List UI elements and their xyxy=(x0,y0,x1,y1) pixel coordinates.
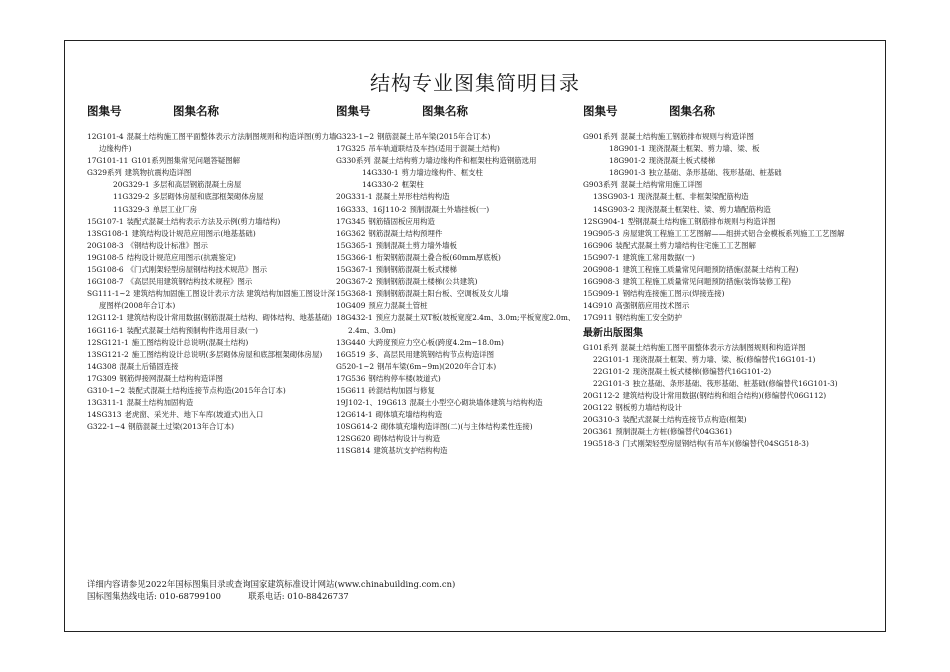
atlas-title: 多、高层民用建筑钢结构节点构造详图 xyxy=(368,349,495,359)
atlas-title: 建筑结构设计常用数据(钢筋混凝土结构、砌体结构、地基基础) xyxy=(126,313,332,323)
atlas-title: 砖混结构加固与修复 xyxy=(368,385,435,395)
catalog-entry xyxy=(87,167,337,179)
atlas-title: 建筑结构设计常用数据(钢结构和组合结构)(修编替代06G112) xyxy=(622,390,827,400)
catalog-frame xyxy=(64,40,886,632)
atlas-title: 钢结构停车楼(坡道式) xyxy=(368,373,441,383)
atlas-number: SG111-1~2 xyxy=(87,289,131,299)
atlas-number: 16G906 xyxy=(583,240,613,250)
catalog-entry xyxy=(87,361,337,373)
atlas-number: 17G101-11 xyxy=(87,156,129,166)
atlas-number: 16G908-3 xyxy=(583,277,620,287)
atlas-title: 现浇混凝土框、非框架梁配筋构造 xyxy=(637,192,749,202)
atlas-number: 20G361 xyxy=(583,427,613,437)
catalog-entry xyxy=(583,366,883,378)
atlas-title: 预应力混凝土双T板(坡板宽度2.4m、3.0m;平板宽度2.0m、2.4m、3.0m) xyxy=(348,313,576,335)
atlas-title: 混凝土后锚固连接 xyxy=(119,361,179,371)
catalog-entry xyxy=(87,240,337,252)
atlas-title: 装配式混凝土结构连接节点构造(框架) xyxy=(622,415,747,425)
atlas-title: 混凝土异形柱结构构造 xyxy=(375,192,450,202)
catalog-entry xyxy=(336,409,582,421)
atlas-number: 14G910 xyxy=(583,301,613,311)
atlas-number: 19G518-3 xyxy=(583,439,620,449)
atlas-title: 现浇混凝土板式楼梯 xyxy=(648,156,716,166)
catalog-entry xyxy=(336,228,582,240)
footer-website-note: 详细内容请参见2022年国标图集目录或查询国家建筑标准设计网站(www.chinabuilding.com.cn) xyxy=(87,579,456,589)
catalog-entry xyxy=(336,204,582,216)
atlas-title: 门式刚架轻型房屋钢结构(有吊车)(修编替代04SG518-3) xyxy=(622,439,809,449)
catalog-entry xyxy=(583,216,883,228)
atlas-number: 16G116-1 xyxy=(87,325,124,335)
atlas-title: 混凝土结构施工图平面整体表示方法制图规则和构造详图 xyxy=(620,342,806,352)
catalog-column-2 xyxy=(336,103,582,458)
atlas-title: 预制钢筋混凝土板式楼梯 xyxy=(375,265,457,275)
catalog-entry xyxy=(583,143,883,155)
entry-list xyxy=(87,131,337,433)
atlas-number: 20G310-3 xyxy=(583,415,620,425)
header-atlas-name: 图集名称 xyxy=(173,104,219,118)
atlas-number: 14G330-1 xyxy=(362,168,399,178)
atlas-title: 装配式混凝土剪力墙结构住宅施工工艺图解 xyxy=(615,240,756,250)
atlas-number: 20G331-1 xyxy=(336,192,373,202)
atlas-title: 多层和高层钢筋混凝土房屋 xyxy=(152,180,242,190)
atlas-number: 13SG121-2 xyxy=(87,349,129,359)
catalog-entry xyxy=(336,421,582,433)
catalog-entry xyxy=(87,325,337,337)
atlas-number: 14SG903-2 xyxy=(593,204,635,214)
atlas-title: 钢结构施工安全防护 xyxy=(615,313,682,323)
footer-info xyxy=(87,578,455,602)
atlas-title: 建筑基坑支护结构构造 xyxy=(373,446,448,456)
atlas-title: 房屋建筑工程施工工艺图解——组拼式铝合金模板系列施工工艺图解 xyxy=(622,228,845,238)
catalog-entry xyxy=(583,204,883,216)
atlas-title: 《钢结构设计标准》图示 xyxy=(126,240,208,250)
entry-list xyxy=(583,131,883,325)
atlas-number: 12SG904-1 xyxy=(583,216,625,226)
atlas-number: 17G911 xyxy=(583,313,613,323)
atlas-number: 15G909-1 xyxy=(583,289,620,299)
page-title: 结构专业图集简明目录 xyxy=(370,71,580,95)
column-header xyxy=(336,103,582,121)
atlas-number: 10G409 xyxy=(336,301,366,311)
atlas-title: 建筑施工常用数据(一) xyxy=(622,252,695,262)
atlas-title: 独立基础、条形基础、筏形基础、桩基础(修编替代16G101-3) xyxy=(632,378,838,388)
atlas-number: 13G440 xyxy=(336,337,366,347)
catalog-entry xyxy=(87,373,337,385)
atlas-number: 20G122 xyxy=(583,402,613,412)
atlas-title: 装配式混凝土结构表示方法及示例(剪力墙结构) xyxy=(126,216,281,226)
catalog-entry xyxy=(336,337,582,349)
atlas-number: 20G908-1 xyxy=(583,265,620,275)
entry-list xyxy=(336,131,582,458)
catalog-entry xyxy=(87,155,337,167)
catalog-entry xyxy=(336,131,582,143)
catalog-entry xyxy=(583,414,883,426)
atlas-number: 11G329-2 xyxy=(113,192,150,202)
atlas-number: 15G367-1 xyxy=(336,265,373,275)
catalog-entry xyxy=(583,276,883,288)
catalog-entry xyxy=(336,216,582,228)
atlas-title: 混凝土结构加固构造 xyxy=(126,398,194,408)
catalog-entry xyxy=(583,390,883,402)
atlas-title: 现浇混凝土板式楼梯(修编替代16G101-2) xyxy=(632,366,772,376)
catalog-entry xyxy=(87,179,337,191)
catalog-entry xyxy=(87,204,337,216)
atlas-title: 施工图结构设计总说明(混凝土结构) xyxy=(131,337,249,347)
catalog-entry xyxy=(583,179,883,191)
catalog-entry xyxy=(87,264,337,276)
catalog-entry xyxy=(583,354,883,366)
catalog-entry xyxy=(583,131,883,143)
atlas-title: 结构设计规范应用图示(抗震鉴定) xyxy=(126,252,236,262)
catalog-entry xyxy=(583,438,883,450)
atlas-title: 《高层民用建筑钢结构技术规程》图示 xyxy=(126,277,253,287)
atlas-number: 13G311-1 xyxy=(87,398,124,408)
atlas-title: 建筑工程施工质量常见问题预防措施(混凝土结构工程) xyxy=(622,265,799,275)
catalog-entry xyxy=(583,288,883,300)
atlas-number: 16G362 xyxy=(336,228,366,238)
atlas-title: 高强钢筋应用技术图示 xyxy=(615,301,690,311)
header-atlas-number: 图集号 xyxy=(336,104,371,118)
catalog-entry xyxy=(336,312,582,336)
atlas-number: 15G107-1 xyxy=(87,216,124,226)
atlas-title: 混凝土小型空心砌块墙体建筑与结构构造 xyxy=(409,398,543,408)
atlas-title: 独立基础、条形基础、筏形基础、桩基础 xyxy=(648,168,782,178)
atlas-title: 大跨度预应力空心板(跨度4.2m~18.0m) xyxy=(368,337,504,347)
atlas-number: 18G901-1 xyxy=(609,144,646,154)
catalog-column-1 xyxy=(87,103,337,433)
catalog-entry xyxy=(336,385,582,397)
catalog-entry xyxy=(336,433,582,445)
atlas-number: 12G112-1 xyxy=(87,313,124,323)
atlas-title: 剪力墙边缘构件、框支柱 xyxy=(401,168,483,178)
atlas-number: 11G329-3 xyxy=(113,204,150,214)
atlas-title: 混凝土结构施工图平面整体表示方法制图规则和构造详图(剪力墙边缘构件) xyxy=(99,132,337,154)
catalog-entry xyxy=(336,240,582,252)
atlas-title: 钢板剪力墙结构设计 xyxy=(615,402,682,412)
atlas-title: 现浇混凝土框架、剪力墙、梁、板 xyxy=(648,144,760,154)
atlas-number: 19G905-3 xyxy=(583,228,620,238)
catalog-entry xyxy=(336,167,582,179)
column-header xyxy=(87,103,337,121)
atlas-number: 12SG620 xyxy=(336,434,371,444)
atlas-title: 现浇混凝土框架柱、梁、剪力墙配筋构造 xyxy=(637,204,771,214)
catalog-entry xyxy=(336,288,582,300)
atlas-title: 装配式混凝土结构预制构件选用目录(一) xyxy=(126,325,259,335)
atlas-title: G101系列图集常见问题答疑图解 xyxy=(131,156,241,166)
catalog-entry xyxy=(583,342,883,354)
atlas-number: 15G365-1 xyxy=(336,240,373,250)
atlas-title: 钢筋混凝土结构预埋件 xyxy=(368,228,443,238)
catalog-entry xyxy=(87,216,337,228)
atlas-number: 20G329-1 xyxy=(113,180,150,190)
catalog-entry xyxy=(583,167,883,179)
atlas-title: 钢筋锚固板应用构造 xyxy=(368,216,435,226)
catalog-entry xyxy=(336,264,582,276)
atlas-title: 现浇混凝土框架、剪力墙、梁、板(修编替代16G101-1) xyxy=(632,354,816,364)
atlas-number: 12SG121-1 xyxy=(87,337,129,347)
atlas-title: 砌体填充墙结构构造 xyxy=(375,410,443,420)
atlas-number: 16G519 xyxy=(336,349,366,359)
atlas-title: 桁架钢筋混凝土叠合板(60mm厚底板) xyxy=(375,252,501,262)
catalog-entry xyxy=(87,312,337,324)
atlas-number: 17G345 xyxy=(336,216,366,226)
atlas-title: 钢结构连接施工图示(焊接连接) xyxy=(622,289,725,299)
atlas-title: 型钢混凝土结构施工钢筋排布规则与构造详图 xyxy=(627,216,776,226)
atlas-number: G101系列 xyxy=(583,342,618,352)
atlas-number: 18G432-1 xyxy=(336,313,373,323)
atlas-number: 11SG814 xyxy=(336,446,371,456)
atlas-number: 22G101-1 xyxy=(593,354,630,364)
atlas-title: 老虎窗、采光井、地下车库(坡道式)出入口 xyxy=(124,410,264,420)
atlas-title: 预制混凝土外墙挂板(一) xyxy=(409,204,490,214)
header-atlas-name: 图集名称 xyxy=(422,104,468,118)
atlas-title: 装配式混凝土结构连接节点构造(2015年合订本) xyxy=(128,385,286,395)
atlas-number: 22G101-2 xyxy=(593,366,630,376)
atlas-number: G329系列 xyxy=(87,168,122,178)
catalog-entry xyxy=(336,155,582,167)
atlas-number: 16G108-7 xyxy=(87,277,124,287)
catalog-entry xyxy=(583,264,883,276)
atlas-number: 10SG614-2 xyxy=(336,422,378,432)
catalog-entry xyxy=(336,300,582,312)
atlas-number: G322-1~4 xyxy=(87,422,126,432)
latest-entry-list xyxy=(583,342,883,451)
atlas-number: 20G367-2 xyxy=(336,277,373,287)
catalog-entry xyxy=(583,155,883,167)
atlas-title: 建筑工程施工质量常见问题预防措施(装饰装修工程) xyxy=(622,277,791,287)
catalog-entry xyxy=(87,288,337,312)
atlas-number: 19J102-1、19G613 xyxy=(336,398,407,408)
catalog-entry xyxy=(336,445,582,457)
atlas-title: 《门式刚架轻型房屋钢结构技术规范》图示 xyxy=(126,265,268,275)
atlas-title: 建筑物抗震构造详图 xyxy=(124,168,192,178)
atlas-number: 15G907-1 xyxy=(583,252,620,262)
catalog-entry xyxy=(87,276,337,288)
atlas-number: 20G108-3 xyxy=(87,240,124,250)
latest-publications-heading: 最新出版图集 xyxy=(583,327,643,339)
catalog-entry xyxy=(583,240,883,252)
atlas-title: 钢筋混凝土过梁(2013年合订本) xyxy=(128,422,234,432)
atlas-number: 14G330-2 xyxy=(362,180,399,190)
atlas-number: 17G325 xyxy=(336,144,366,154)
catalog-entry xyxy=(583,312,883,324)
contact-number: 010-88426737 xyxy=(287,591,349,601)
catalog-entry xyxy=(336,349,582,361)
catalog-entry xyxy=(87,349,337,361)
catalog-entry xyxy=(87,131,337,155)
atlas-number: G310-1~2 xyxy=(87,385,126,395)
atlas-title: 混凝土结构常用施工详图 xyxy=(620,180,703,190)
atlas-number: G323-1~2 xyxy=(336,132,375,141)
atlas-number: 15G108-6 xyxy=(87,265,124,275)
catalog-entry xyxy=(336,373,582,385)
atlas-title: 预制钢筋混凝土楼梯(公共建筑) xyxy=(375,277,478,287)
catalog-entry xyxy=(87,421,337,433)
catalog-entry xyxy=(583,300,883,312)
catalog-entry xyxy=(87,409,337,421)
atlas-number: G901系列 xyxy=(583,132,618,141)
atlas-title: 砌体结构设计与构造 xyxy=(373,434,441,444)
catalog-entry xyxy=(87,252,337,264)
atlas-title: 钢筋混凝土吊车梁(2015年合订本) xyxy=(377,132,491,141)
atlas-number: 12G101-4 xyxy=(87,132,124,141)
atlas-number: 18G901-2 xyxy=(609,156,646,166)
atlas-number: 22G101-3 xyxy=(593,378,630,388)
footer-phones xyxy=(87,590,455,602)
atlas-number: 13SG903-1 xyxy=(593,192,635,202)
atlas-number: 20G112-2 xyxy=(583,390,620,400)
atlas-title: 框架柱 xyxy=(401,180,424,190)
atlas-number: 15G611 xyxy=(336,385,366,395)
atlas-number: 14G308 xyxy=(87,361,117,371)
atlas-title: 建筑结构加固施工图设计表示方法 建筑结构加固施工图设计深度图样(2008年合订本) xyxy=(99,289,336,311)
catalog-entry xyxy=(583,426,883,438)
atlas-number: 12G614-1 xyxy=(336,410,373,420)
catalog-entry xyxy=(336,361,582,373)
atlas-title: 钢筋焊接网混凝土结构构造详图 xyxy=(119,373,223,383)
atlas-title: 预制混凝土剪力墙外墙板 xyxy=(375,240,457,250)
atlas-number: G520-1~2 xyxy=(336,361,375,371)
catalog-entry xyxy=(583,191,883,203)
catalog-entry xyxy=(583,378,883,390)
atlas-title: 混凝土结构剪力墙边缘构件和框架柱构造钢筋选用 xyxy=(373,156,537,166)
contact-label: 联系电话: xyxy=(248,591,285,601)
hotline-label: 国标图集热线电话: xyxy=(87,591,157,601)
catalog-entry xyxy=(336,252,582,264)
atlas-title: 单层工业厂房 xyxy=(152,204,197,214)
atlas-title: 钢吊车梁(6m~9m)(2020年合订本) xyxy=(377,361,497,371)
atlas-number: 17G536 xyxy=(336,373,366,383)
atlas-title: 预应力混凝土管桩 xyxy=(368,301,428,311)
catalog-entry xyxy=(87,191,337,203)
catalog-entry xyxy=(583,402,883,414)
catalog-entry xyxy=(87,228,337,240)
catalog-entry xyxy=(336,397,582,409)
catalog-entry xyxy=(336,179,582,191)
atlas-title: 预制混凝土方桩(修编替代04G361) xyxy=(615,427,732,437)
catalog-entry xyxy=(336,143,582,155)
header-atlas-name: 图集名称 xyxy=(669,104,715,118)
catalog-entry xyxy=(583,228,883,240)
header-atlas-number: 图集号 xyxy=(87,104,122,118)
catalog-column-3 xyxy=(583,103,883,450)
atlas-number: G903系列 xyxy=(583,180,618,190)
atlas-title: 多层砌体房屋和底部框架砌体房屋 xyxy=(152,192,264,202)
atlas-number: 13SG108-1 xyxy=(87,228,129,238)
column-header xyxy=(583,103,883,121)
atlas-title: 预制钢筋混凝土阳台板、空调板及女儿墙 xyxy=(375,289,509,299)
catalog-entry xyxy=(336,276,582,288)
atlas-title: 吊车轨道联结及车挡(适用于混凝土结构) xyxy=(368,144,500,154)
atlas-number: 19G108-5 xyxy=(87,252,124,262)
catalog-entry xyxy=(87,397,337,409)
atlas-title: 砌体填充墙构造详图(二)(与主体结构柔性连接) xyxy=(380,422,533,432)
atlas-number: G330系列 xyxy=(336,156,371,166)
header-atlas-number: 图集号 xyxy=(583,104,618,118)
atlas-number: 14SG313 xyxy=(87,410,122,420)
atlas-number: 16G333、16J110-2 xyxy=(336,204,407,214)
catalog-entry xyxy=(87,337,337,349)
catalog-entry xyxy=(87,385,337,397)
atlas-number: 15G366-1 xyxy=(336,252,373,262)
atlas-title: 混凝土结构施工钢筋排布规则与构造详图 xyxy=(620,132,754,141)
atlas-title: 建筑结构设计规范应用图示(地基基础) xyxy=(131,228,256,238)
catalog-entry xyxy=(336,191,582,203)
catalog-entry xyxy=(583,252,883,264)
atlas-number: 15G368-1 xyxy=(336,289,373,299)
hotline-number: 010-68799100 xyxy=(159,591,221,601)
atlas-number: 17G309 xyxy=(87,373,117,383)
atlas-title: 施工图结构设计总说明(多层砌体房屋和底部框架砌体房屋) xyxy=(131,349,323,359)
atlas-number: 18G901-3 xyxy=(609,168,646,178)
